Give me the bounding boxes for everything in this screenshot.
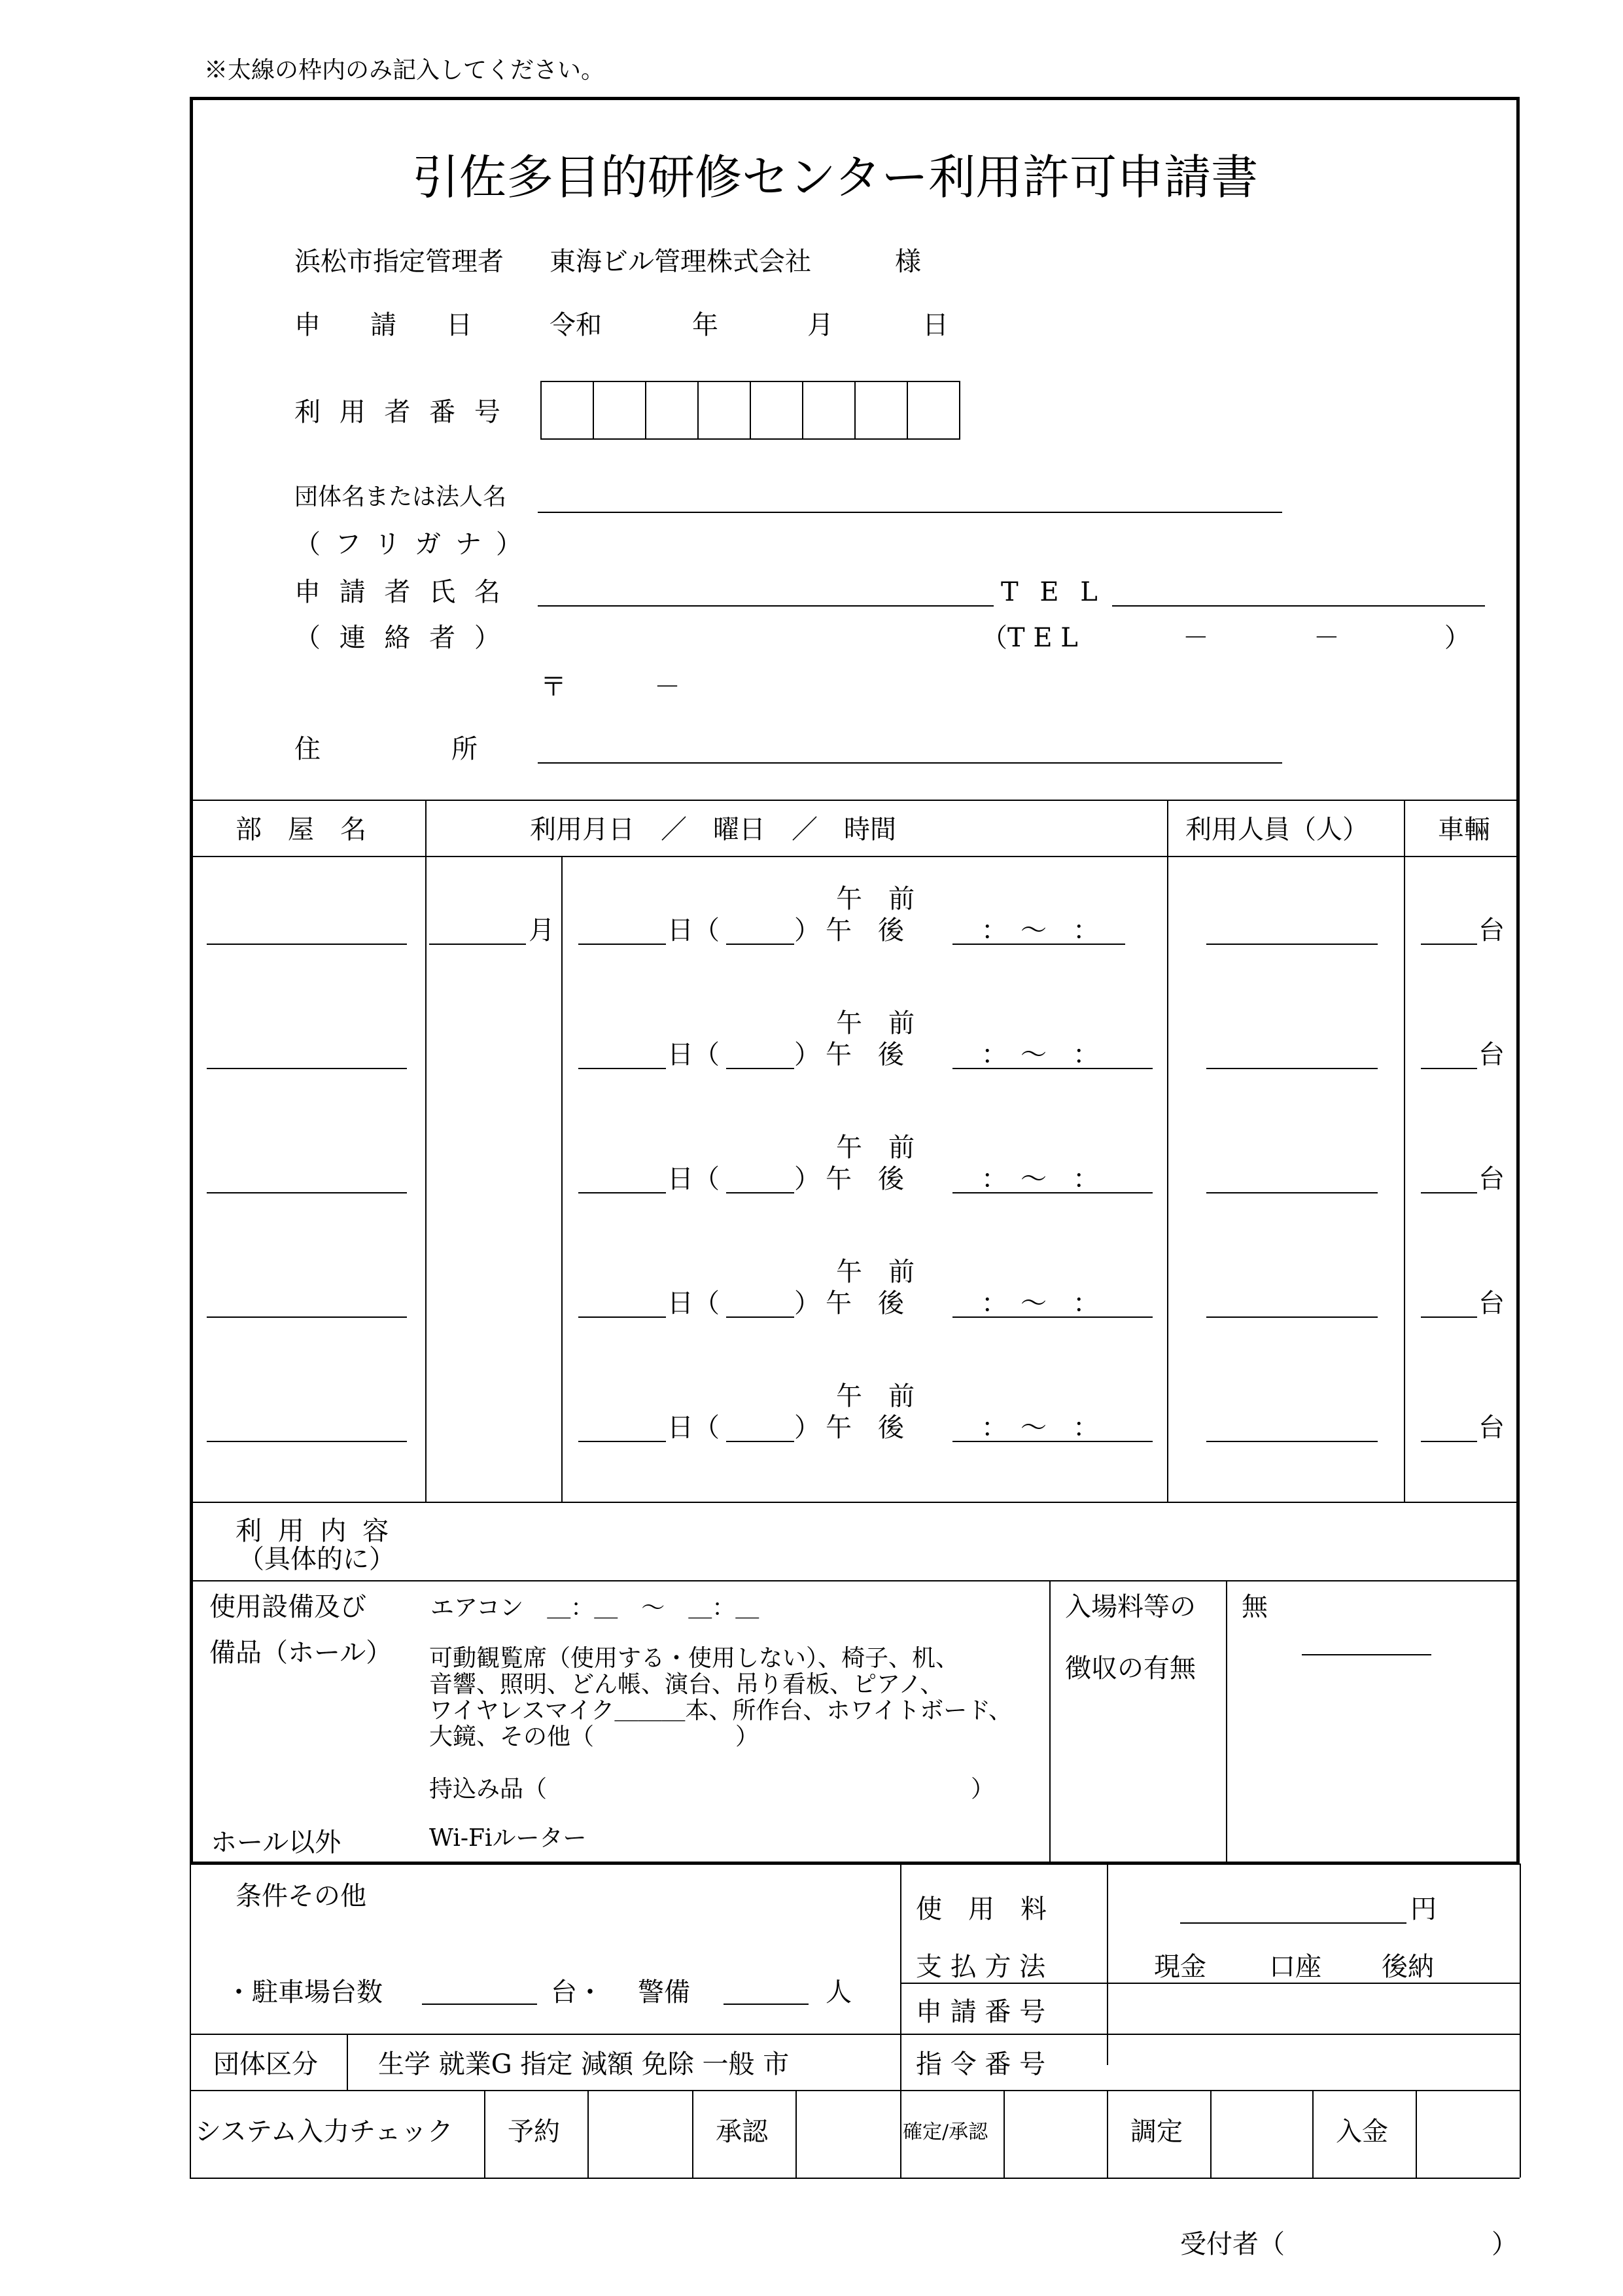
receiver-close: ） bbox=[1492, 2229, 1518, 2259]
equip-line-4: 大鏡、その他（ ） bbox=[429, 1723, 759, 1750]
vehicle-unit: 台 bbox=[1478, 1040, 1505, 1070]
room-name-field[interactable] bbox=[207, 1316, 407, 1318]
col-sep-vehicle bbox=[1404, 800, 1405, 1502]
room-name-field[interactable] bbox=[207, 944, 407, 945]
time-field[interactable] bbox=[952, 944, 1125, 945]
day-unit: 日（ bbox=[667, 915, 720, 945]
payment-deferred[interactable]: 後納 bbox=[1382, 1952, 1434, 1982]
equip-sep-1 bbox=[1049, 1580, 1051, 1863]
weekday-close: ） bbox=[794, 1164, 820, 1194]
line-system bbox=[190, 2090, 1520, 2091]
weekday-field[interactable] bbox=[726, 1316, 794, 1318]
pm-label: 午 後 bbox=[826, 1040, 904, 1070]
vehicle-unit: 台 bbox=[1478, 1164, 1505, 1194]
system-deposit: 入金 bbox=[1336, 2117, 1388, 2147]
vehicle-unit: 台 bbox=[1478, 1413, 1505, 1443]
frame-bottom bbox=[190, 1862, 1520, 1865]
guard-label: 警備 bbox=[638, 1977, 690, 2007]
guard-field[interactable] bbox=[724, 2004, 809, 2005]
people-field[interactable] bbox=[1206, 1316, 1378, 1318]
equip-label-2: 備品（ホール） bbox=[209, 1638, 393, 1668]
conditions-label: 条件その他 bbox=[236, 1881, 366, 1911]
parking-unit: 台・ bbox=[551, 1977, 603, 2007]
equip-line-2: 音響、照明、どん帳、演台、吊り看板、ピアノ、 bbox=[429, 1671, 944, 1698]
people-field[interactable] bbox=[1206, 1192, 1378, 1193]
time-range[interactable]: ： ～ ： bbox=[981, 915, 1099, 945]
addressee-name: 東海ビル管理株式会社 bbox=[550, 247, 811, 277]
pm-label: 午 後 bbox=[826, 1413, 904, 1443]
user-number-cell[interactable] bbox=[907, 381, 960, 440]
fee-unit: 円 bbox=[1410, 1894, 1437, 1924]
group-name-field[interactable] bbox=[538, 512, 1282, 513]
fee-label: 使 用 料 bbox=[916, 1894, 1047, 1924]
applicant-name-field[interactable] bbox=[538, 605, 994, 607]
day-field[interactable] bbox=[578, 1068, 666, 1069]
fee-collect-field[interactable] bbox=[1302, 1654, 1431, 1655]
sys-sep-5 bbox=[1003, 2090, 1005, 2178]
vehicle-field[interactable] bbox=[1421, 1316, 1477, 1318]
sys-sep-3 bbox=[692, 2090, 693, 2178]
day-field[interactable] bbox=[578, 944, 666, 945]
col-sep-month bbox=[561, 856, 563, 1502]
schedule-header-line bbox=[190, 856, 1518, 857]
line-group-class bbox=[190, 2034, 1520, 2035]
month-field[interactable] bbox=[429, 944, 526, 945]
addressee-honorific: 様 bbox=[895, 247, 921, 277]
sys-sep-4 bbox=[795, 2090, 797, 2178]
user-number-cell[interactable] bbox=[802, 381, 856, 440]
equip-line-1: 可動観覧席（使用する・使用しない）、椅子、机、 bbox=[429, 1645, 960, 1672]
user-number-cell[interactable] bbox=[645, 381, 699, 440]
people-field[interactable] bbox=[1206, 944, 1378, 945]
apply-number-label: 申 請 番 号 bbox=[916, 1997, 1046, 2027]
usage-bottom-line bbox=[190, 1580, 1518, 1581]
vehicle-field[interactable] bbox=[1421, 944, 1477, 945]
time-range[interactable]: ： ～ ： bbox=[981, 1040, 1099, 1070]
frame-right bbox=[1516, 97, 1520, 1863]
lower-mid bbox=[900, 1863, 901, 2178]
day-unit: 日（ bbox=[667, 1413, 720, 1443]
am-label: 午 前 bbox=[836, 1257, 915, 1287]
group-class-label: 団体区分 bbox=[213, 2049, 318, 2079]
vehicle-field[interactable] bbox=[1421, 1192, 1477, 1193]
pm-label: 午 後 bbox=[826, 915, 904, 945]
time-field[interactable] bbox=[952, 1441, 1153, 1442]
system-reserve: 予約 bbox=[508, 2117, 560, 2147]
wifi-router: Wi-Fiルーター bbox=[429, 1825, 587, 1852]
user-number-cell[interactable] bbox=[750, 381, 803, 440]
col-sep-room bbox=[425, 800, 427, 1502]
sys-sep-7 bbox=[1210, 2090, 1212, 2178]
user-number-label: 利 用 者 番 号 bbox=[294, 397, 506, 427]
instruction-note: ※太線の枠内のみ記入してください。 bbox=[204, 57, 605, 84]
payment-account[interactable]: 口座 bbox=[1269, 1952, 1321, 1982]
fee-collect-label-2: 徴収の有無 bbox=[1065, 1653, 1196, 1684]
pm-label: 午 後 bbox=[826, 1288, 904, 1318]
sys-sep-8 bbox=[1312, 2090, 1314, 2178]
lower-left bbox=[190, 1863, 191, 2178]
equip-sep-2 bbox=[1226, 1580, 1227, 1863]
order-number-label: 指 令 番 号 bbox=[916, 2049, 1046, 2079]
header-datetime: 利用月日 ／ 曜日 ／ 時間 bbox=[530, 815, 896, 845]
time-field[interactable] bbox=[952, 1068, 1153, 1069]
day-field[interactable] bbox=[578, 1316, 666, 1318]
people-field[interactable] bbox=[1206, 1068, 1378, 1069]
pm-label: 午 後 bbox=[826, 1164, 904, 1194]
user-number-cell[interactable] bbox=[854, 381, 908, 440]
system-confirm: 確定/承認 bbox=[903, 2121, 988, 2144]
sys-sep-2 bbox=[587, 2090, 589, 2178]
day-unit: 日（ bbox=[667, 1164, 720, 1194]
header-people: 利用人員（人） bbox=[1185, 815, 1369, 845]
apply-date-month[interactable]: 月 bbox=[807, 310, 833, 340]
payment-label: 支 払 方 法 bbox=[916, 1952, 1046, 1982]
time-range[interactable]: ： ～ ： bbox=[981, 1288, 1099, 1318]
vehicle-unit: 台 bbox=[1478, 915, 1505, 945]
col-sep-people bbox=[1167, 800, 1168, 1502]
weekday-close: ） bbox=[794, 1413, 820, 1443]
parking-label: ・駐車場台数 bbox=[226, 1977, 383, 2007]
day-unit: 日（ bbox=[667, 1288, 720, 1318]
header-vehicles: 車輛 bbox=[1438, 815, 1490, 845]
am-label: 午 前 bbox=[836, 1381, 915, 1411]
address-label: 住 所 bbox=[294, 734, 478, 764]
usage-label-2: （具体的に） bbox=[238, 1544, 395, 1574]
am-label: 午 前 bbox=[836, 1133, 915, 1163]
usage-label-1: 利 用 内 容 bbox=[236, 1516, 393, 1546]
equip-label-3: ホール以外 bbox=[211, 1828, 341, 1858]
sys-sep-6 bbox=[1107, 2090, 1108, 2178]
weekday-field[interactable] bbox=[726, 1068, 794, 1069]
lower-right bbox=[1520, 1863, 1521, 2178]
fee-collect-value[interactable]: 無 bbox=[1242, 1592, 1268, 1622]
equip-line-3: ワイヤレスマイク＿＿＿本、所作台、ホワイトボード、 bbox=[429, 1697, 1013, 1724]
applicant-label: 申 請 者 氏 名 bbox=[294, 577, 506, 607]
equip-line-5: 持込み品（ ） bbox=[429, 1776, 995, 1803]
people-field[interactable] bbox=[1206, 1441, 1378, 1442]
frame-top bbox=[190, 97, 1518, 100]
month-unit: 月 bbox=[529, 915, 555, 945]
postal-dash: － bbox=[654, 672, 680, 702]
room-name-field[interactable] bbox=[207, 1068, 407, 1069]
group-class-sep bbox=[347, 2034, 348, 2090]
user-number-cell[interactable] bbox=[540, 381, 594, 440]
time-field[interactable] bbox=[952, 1192, 1153, 1193]
user-number-cell[interactable] bbox=[593, 381, 646, 440]
room-name-field[interactable] bbox=[207, 1192, 407, 1193]
schedule-top-line bbox=[190, 800, 1518, 801]
sys-sep-9 bbox=[1416, 2090, 1417, 2178]
apply-date-label: 申 請 日 bbox=[294, 310, 472, 340]
contact-tel[interactable]: （T E L － － ） bbox=[981, 623, 1471, 653]
equip-label-1: 使用設備及び bbox=[209, 1592, 366, 1622]
day-field[interactable] bbox=[578, 1441, 666, 1442]
time-range[interactable]: ： ～ ： bbox=[981, 1413, 1099, 1443]
group-name-label: 団体名または法人名 bbox=[294, 484, 507, 510]
weekday-field[interactable] bbox=[726, 1441, 794, 1442]
tel-field[interactable] bbox=[1112, 605, 1485, 607]
apply-date-day[interactable]: 日 bbox=[922, 310, 949, 340]
schedule-bottom-line bbox=[190, 1502, 1518, 1503]
day-field[interactable] bbox=[578, 1192, 666, 1193]
system-check-label: システム入力チェック bbox=[195, 2117, 453, 2147]
am-label: 午 前 bbox=[836, 884, 915, 914]
sys-sep-1 bbox=[484, 2090, 485, 2178]
line-bottom bbox=[190, 2178, 1520, 2179]
vehicle-field[interactable] bbox=[1421, 1441, 1477, 1442]
room-name-field[interactable] bbox=[207, 1441, 407, 1442]
system-adjust: 調定 bbox=[1130, 2117, 1183, 2147]
receiver-label: 受付者（ bbox=[1180, 2229, 1285, 2259]
line-apply-num bbox=[900, 1983, 1520, 1984]
apply-date-year[interactable]: 年 bbox=[692, 310, 718, 340]
time-range[interactable]: ： ～ ： bbox=[981, 1164, 1099, 1194]
weekday-close: ） bbox=[794, 1288, 820, 1318]
system-approve: 承認 bbox=[716, 2117, 768, 2147]
guard-unit: 人 bbox=[826, 1977, 852, 2007]
day-unit: 日（ bbox=[667, 1040, 720, 1070]
group-class-options[interactable]: 生学 就業G 指定 減額 免除 一般 市 bbox=[378, 2049, 790, 2079]
weekday-close: ） bbox=[794, 915, 820, 945]
contact-label: （ 連 絡 者 ） bbox=[294, 623, 506, 653]
address-field[interactable] bbox=[538, 762, 1282, 764]
postal-mark: 〒 bbox=[540, 672, 567, 702]
payment-cash[interactable]: 現金 bbox=[1154, 1952, 1206, 1982]
weekday-close: ） bbox=[794, 1040, 820, 1070]
apply-date-era[interactable]: 令和 bbox=[550, 310, 602, 340]
time-field[interactable] bbox=[952, 1316, 1153, 1318]
frame-left bbox=[190, 97, 193, 1863]
user-number-cell[interactable] bbox=[697, 381, 751, 440]
parking-field[interactable] bbox=[422, 2004, 537, 2005]
am-label: 午 前 bbox=[836, 1008, 915, 1038]
tel-label: T E L bbox=[1001, 577, 1104, 607]
vehicle-field[interactable] bbox=[1421, 1068, 1477, 1069]
weekday-field[interactable] bbox=[726, 944, 794, 945]
form-title: 引佐多目的研修センター利用許可申請書 bbox=[412, 150, 1259, 205]
weekday-field[interactable] bbox=[726, 1192, 794, 1193]
addressee-label: 浜松市指定管理者 bbox=[294, 247, 504, 277]
vehicle-unit: 台 bbox=[1478, 1288, 1505, 1318]
fee-collect-label-1: 入場料等の bbox=[1065, 1592, 1196, 1622]
furigana-label: （フリガナ） bbox=[294, 529, 536, 559]
fee-field[interactable] bbox=[1180, 1922, 1406, 1924]
header-room: 部 屋 名 bbox=[236, 815, 366, 845]
aircon-time[interactable]: エアコン ＿：＿ ～ ＿：＿ bbox=[430, 1595, 759, 1621]
